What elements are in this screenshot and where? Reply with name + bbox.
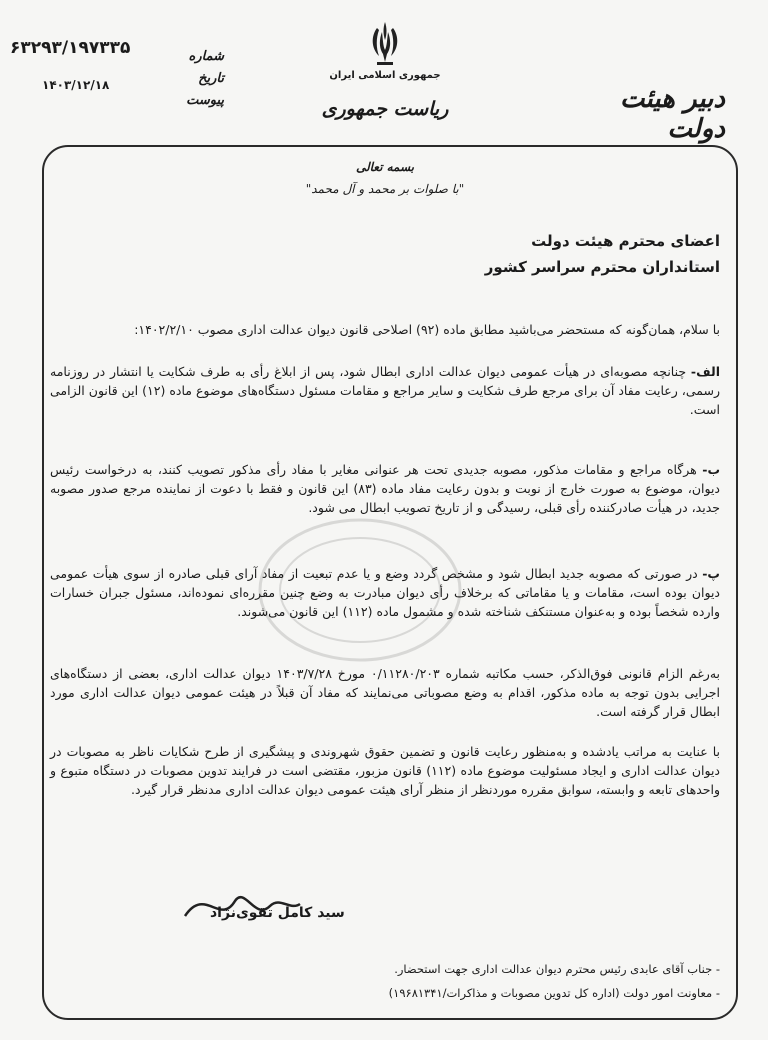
signer-name: سید کامل تقوی‌نژاد [210, 905, 345, 921]
clause-pe-text: در صورتی که مصوبه جدید ابطال شود و مشخص گردد وضع و یا عدم تبعیت از مفاد آرای قبلی صادره از سوی هیأت عمومی دیوان بوده است، مقامات و یا مقاماتی که برخلاف رأی دیوان مبادرت به وضع چنین مقرره‌ای نموده‌اند، مسئول جبران خسارات وارده شخصاً بوده و به‌عنوان مستنکف شناخته شده و مشمول ماده (۱۱۲) این قانون می‌شوند. [50, 566, 720, 619]
clause-alef-label: الف- [690, 364, 720, 379]
clause-alef-text: چنانچه مصوبه‌ای در هیأت عمومی دیوان عدالت اداری ابطال شود، پس از ابلاغ رأی به طرف شکایت یا انتشار در روزنامه رسمی، رعایت مفاد آن برای مرجع طرف شکایت و سایر مراجع و مقامات مسئول دستگاه‌های موضوع ماده (۱۲) این قانون الزامی است. [50, 364, 720, 417]
clause-be [50, 460, 720, 517]
clause-pe-label: پ- [702, 566, 720, 581]
cc-line-2: - معاونت امور دولت (اداره کل تدوین مصوبات و مذاکرات/۱۹۶۸۱۳۴۱) [388, 986, 720, 1000]
clause-be-text: هرگاه مراجع و مقامات مذکور، مصوبه جدیدی تحت هر عنوانی مغایر با مفاد رأی مذکور تصویب کنند، به درخواست رئیس دیوان، موضوع به صورت خارج از نوبت و بدون رعایت مفاد ماده (۸۳) این قانون و فقط با دعوت از نماینده مرجع صدور مصوبه جدید، در هیأت صادرکننده رأی قبلی، رسیدگی و از تاریخ تصویب ابطال می شود. [50, 462, 720, 515]
attachment-label: پیوست [186, 93, 224, 108]
letter-number: ۶۳۲۹۳/۱۹۷۳۳۵ [10, 38, 131, 58]
clause-alef [50, 362, 720, 419]
presidency-text: ریاست جمهوری [321, 98, 449, 120]
number-label: شماره [188, 49, 224, 64]
office-title: دبیر هیئت دولت [620, 84, 725, 144]
bismillah: بسمه تعالی [355, 160, 415, 174]
clause-pe [50, 564, 720, 621]
clause-be-label: ب- [702, 462, 720, 477]
paragraph-5: با عنایت به مراتب یادشده و به‌منظور رعایت قانون و تضمین حقوق شهروندی و پیشگیری از طرح شکایات ناظر به مصوبات در دیوان عدالت اداری و ایجاد مسئولیت موضوع ماده (۱۱۲) قانون مزبور، مقتضی است در فرایند تدوین مصوبات در دستگاه متبوع و واحدهای تابعه و وابسته، سوابق مقرره موردنظر از منظر آرای هیئت عمومی دیوان عدالت اداری مدنظر قرار گیرد. [50, 744, 720, 797]
addressee-2: استانداران محترم سراسر کشور [484, 258, 720, 276]
intro-paragraph: با سلام، همان‌گونه که مستحضر می‌باشید مطابق ماده (۹۲) اصلاحی قانون دیوان عدالت اداری مصوب ۱۴۰۲/۲/۱۰: [134, 322, 720, 337]
paragraph-4: به‌رغم الزام قانونی فوق‌الذکر، حسب مکاتبه شماره ۰/۱۱۲۸۰/۲۰۳ مورخ ۱۴۰۳/۷/۲۸ دیوان عدالت اداری، بعضی از دستگاه‌های اجرایی بدون توجه به ماده مذکور، اقدام به وضع مصوباتی می‌نمایند که مفاد آن قبلاً در هیئت عمومی دیوان عدالت اداری مورد ابطال قرار گرفته است. [50, 666, 720, 719]
meta-labels [178, 46, 224, 112]
date-label: تاریخ [198, 71, 224, 86]
iran-emblem-icon [365, 18, 405, 68]
addressee-1: اعضای محترم هیئت دولت [531, 232, 720, 250]
letter-date: ۱۴۰۳/۱۲/۱۸ [42, 78, 110, 92]
salawat: "با صلوات بر محمد و آل محمد" [305, 182, 465, 196]
republic-text: جمهوری اسلامی ایران [329, 70, 441, 81]
cc-line-1: - جناب آقای عابدی رئیس محترم دیوان عدالت اداری جهت استحضار. [394, 962, 720, 976]
